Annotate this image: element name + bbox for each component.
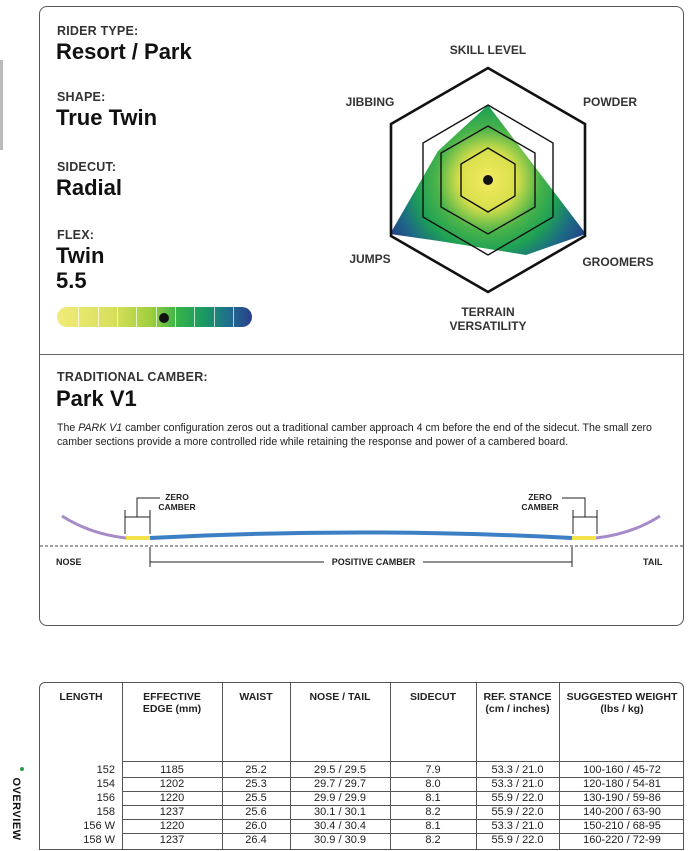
table-cell: 8.2 <box>425 806 441 818</box>
shape-label: SHAPE: <box>57 90 106 104</box>
table-header-1: EFFECTIVE EDGE (mm) <box>142 691 202 715</box>
table-cell: 29.9 / 29.9 <box>314 792 366 804</box>
table-cell: 154 <box>96 778 115 790</box>
table-cell: 140-200 / 63-90 <box>583 806 661 818</box>
table-cell: 160-220 / 72-99 <box>583 834 661 846</box>
rider-type-label: RIDER TYPE: <box>57 24 139 38</box>
table-cell: 25.3 <box>245 778 267 790</box>
table-cell: 55.9 / 22.0 <box>491 834 544 846</box>
table-cell: 8.1 <box>425 820 441 832</box>
overview-side-label: OVERVIEW <box>10 777 22 841</box>
size-spec-table <box>39 682 684 850</box>
table-cell: 26.0 <box>245 820 267 832</box>
camber-type-label: TRADITIONAL CAMBER: <box>57 370 208 384</box>
camber-description: The PARK V1 camber configuration zeros out a traditional camber approach 4 cm before the end of the sidecut. The small zero camber sections provide a more controlled ride while retaining the response and power of a cambered board. <box>57 422 652 448</box>
table-cell: 1202 <box>159 778 185 790</box>
shape-value: True Twin <box>56 105 158 130</box>
board-spec-card <box>39 6 684 626</box>
table-cell: 29.7 / 29.7 <box>314 778 366 790</box>
zero-camber-left-line2: CAMBER <box>158 502 196 512</box>
section-divider <box>40 354 683 355</box>
table-cell: 1237 <box>159 806 185 818</box>
table-cell: 156 W <box>83 820 115 832</box>
table-cell: 25.5 <box>245 792 267 804</box>
flex-value-number: 5.5 <box>56 268 87 293</box>
table-cell: 158 <box>96 806 115 818</box>
rider-type-value: Resort / Park <box>56 39 192 64</box>
zero-camber-right-line1: ZERO <box>528 492 552 502</box>
zero-camber-left-line1: ZERO <box>165 492 189 502</box>
radar-label-versatility: VERSATILITY <box>449 319 527 333</box>
table-cell: 120-180 / 54-81 <box>583 778 661 790</box>
table-cell: 1185 <box>160 764 184 776</box>
table-cell: 25.6 <box>245 806 267 818</box>
table-cell: 30.1 / 30.1 <box>314 806 366 818</box>
table-cell: 1220 <box>159 820 185 832</box>
table-cell: 29.5 / 29.5 <box>314 764 366 776</box>
radar-label-jumps: JUMPS <box>349 252 391 266</box>
table-cell: 100-160 / 45-72 <box>583 764 661 776</box>
table-header-0: LENGTH <box>59 691 103 703</box>
table-cell: 7.9 <box>425 764 441 776</box>
sidecut-value: Radial <box>56 175 123 200</box>
table-cell: 152 <box>96 764 115 776</box>
table-header-5: REF. STANCE (cm / inches) <box>483 691 552 715</box>
flex-label: FLEX: <box>57 228 95 242</box>
table-cell: 8.2 <box>425 834 441 846</box>
table-cell: 158 W <box>83 834 115 846</box>
table-cell: 55.9 / 22.0 <box>491 792 544 804</box>
table-cell: 53.3 / 21.0 <box>491 764 544 776</box>
table-cell: 156 <box>96 792 115 804</box>
zero-camber-right-line2: CAMBER <box>521 502 559 512</box>
radar-center-dot <box>483 175 493 185</box>
table-header-4: SIDECUT <box>409 691 457 703</box>
table-cell: 1220 <box>159 792 185 804</box>
nose-label: NOSE <box>56 557 82 567</box>
sidecut-label: SIDECUT: <box>57 160 117 174</box>
table-header-6: SUGGESTED WEIGHT (lbs / kg) <box>566 691 678 715</box>
table-cell: 30.4 / 30.4 <box>314 820 366 832</box>
table-cell: 55.9 / 22.0 <box>491 806 544 818</box>
radar-label-terrain: TERRAIN <box>461 305 515 319</box>
ride-profile-radar <box>40 7 685 352</box>
radar-label-jibbing: JIBBING <box>345 95 395 109</box>
table-cell: 8.1 <box>425 792 441 804</box>
table-cell: 53.3 / 21.0 <box>491 820 544 832</box>
radar-label-skill-level: SKILL LEVEL <box>449 43 527 57</box>
radar-label-groomers: GROOMERS <box>582 255 654 269</box>
table-cell: 25.2 <box>245 764 267 776</box>
table-header-3: NOSE / TAIL <box>309 691 371 703</box>
camber-description-name: PARK V1 <box>78 422 123 434</box>
positive-camber-label: POSITIVE CAMBER <box>331 557 416 567</box>
table-header-2: WAIST <box>239 691 273 703</box>
radar-label-powder: POWDER <box>583 95 637 109</box>
camber-name: Park V1 <box>56 386 137 411</box>
table-cell: 30.9 / 30.9 <box>314 834 366 846</box>
table-cell: 130-190 / 59-86 <box>583 792 661 804</box>
table-cell: 26.4 <box>245 834 267 846</box>
table-cell: 150-210 / 68-95 <box>583 820 661 832</box>
table-cell: 53.3 / 21.0 <box>491 778 544 790</box>
page-edge-mark <box>0 60 3 150</box>
table-cell: 8.0 <box>425 778 441 790</box>
flex-value-type: Twin <box>56 243 105 268</box>
tail-label: TAIL <box>643 557 663 567</box>
table-cell: 1237 <box>159 834 185 846</box>
